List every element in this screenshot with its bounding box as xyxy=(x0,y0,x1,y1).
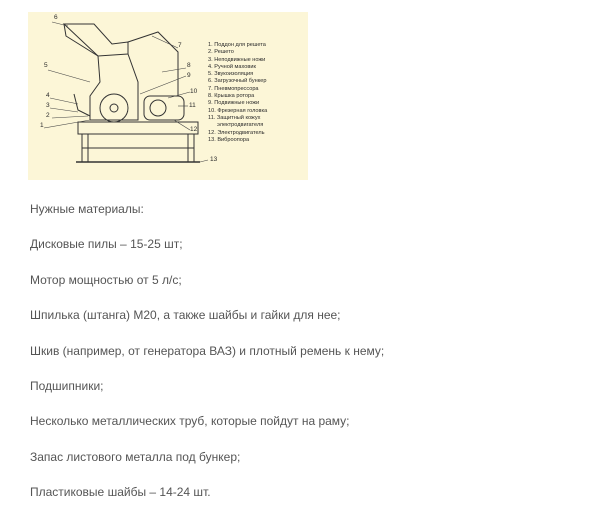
legend-item: 8. Крышка ротора xyxy=(208,93,255,100)
callout-1: 1 xyxy=(40,122,44,129)
callout-2: 2 xyxy=(46,112,50,119)
callout-9: 9 xyxy=(187,72,191,79)
callout-5: 5 xyxy=(44,62,48,69)
callout-10: 10 xyxy=(190,88,198,95)
legend-item: 1. Поддон для решета xyxy=(208,42,266,48)
legend-item: 3. Неподвижные ножи xyxy=(208,56,266,63)
callout-lines xyxy=(44,22,208,162)
legend-item: 6. Загрузочный бункер xyxy=(208,78,267,85)
legend-item: 9. Подвижные ножи xyxy=(208,100,260,107)
callout-13: 13 xyxy=(210,156,218,163)
rotor-hub xyxy=(110,104,118,112)
parts-legend xyxy=(208,42,267,144)
material-item: Шкив (например, от генератора ВАЗ) и плотный ремень к нему; xyxy=(30,343,385,358)
flywheel-arm xyxy=(74,94,90,116)
material-item: Несколько металлических труб, которые пойдут на раму; xyxy=(30,414,350,429)
material-item: Пластиковые шайбы – 14-24 шт. xyxy=(30,485,211,500)
arm-shape xyxy=(128,32,178,96)
legend-item: 10. Фрезерная головка xyxy=(208,107,268,114)
motor-fan xyxy=(150,100,166,116)
material-item: Подшипники; xyxy=(30,378,104,393)
rotor-shape xyxy=(100,94,128,122)
callout-11: 11 xyxy=(189,102,196,109)
material-item: Запас листового металла под бункер; xyxy=(30,449,241,464)
callout-12: 12 xyxy=(190,126,198,133)
callout-4: 4 xyxy=(46,92,50,99)
material-item: Шпилька (штанга) М20, а также шайбы и гайки для нее; xyxy=(30,308,341,323)
callout-8: 8 xyxy=(187,62,191,69)
legend-item: электродвигателя xyxy=(217,122,264,129)
legend-item: 13. Виброопора xyxy=(208,136,250,143)
material-item: Дисковые пилы – 15-25 шт; xyxy=(30,237,183,252)
legend-item: 11. Защитный кожух xyxy=(208,114,261,121)
crusher-diagram-figure xyxy=(28,12,308,180)
materials-list xyxy=(30,196,570,515)
materials-heading: Нужные материалы: xyxy=(30,202,144,216)
legend-item: 4. Ручной маховик xyxy=(208,63,256,70)
legend-item: 7. Пневмопрессора xyxy=(208,85,259,92)
material-item: Мотор мощностью от 5 л/с; xyxy=(30,272,182,287)
legend-item: 5. Звукоизоляция xyxy=(208,71,254,78)
callout-6: 6 xyxy=(54,14,58,21)
callout-7: 7 xyxy=(178,42,182,49)
callout-3: 3 xyxy=(46,102,50,109)
legend-item: 12. Электродвигатель xyxy=(208,129,265,136)
hopper-shape xyxy=(64,24,128,56)
legend-item: 2. Решето xyxy=(208,49,234,56)
housing-shape xyxy=(90,54,138,120)
